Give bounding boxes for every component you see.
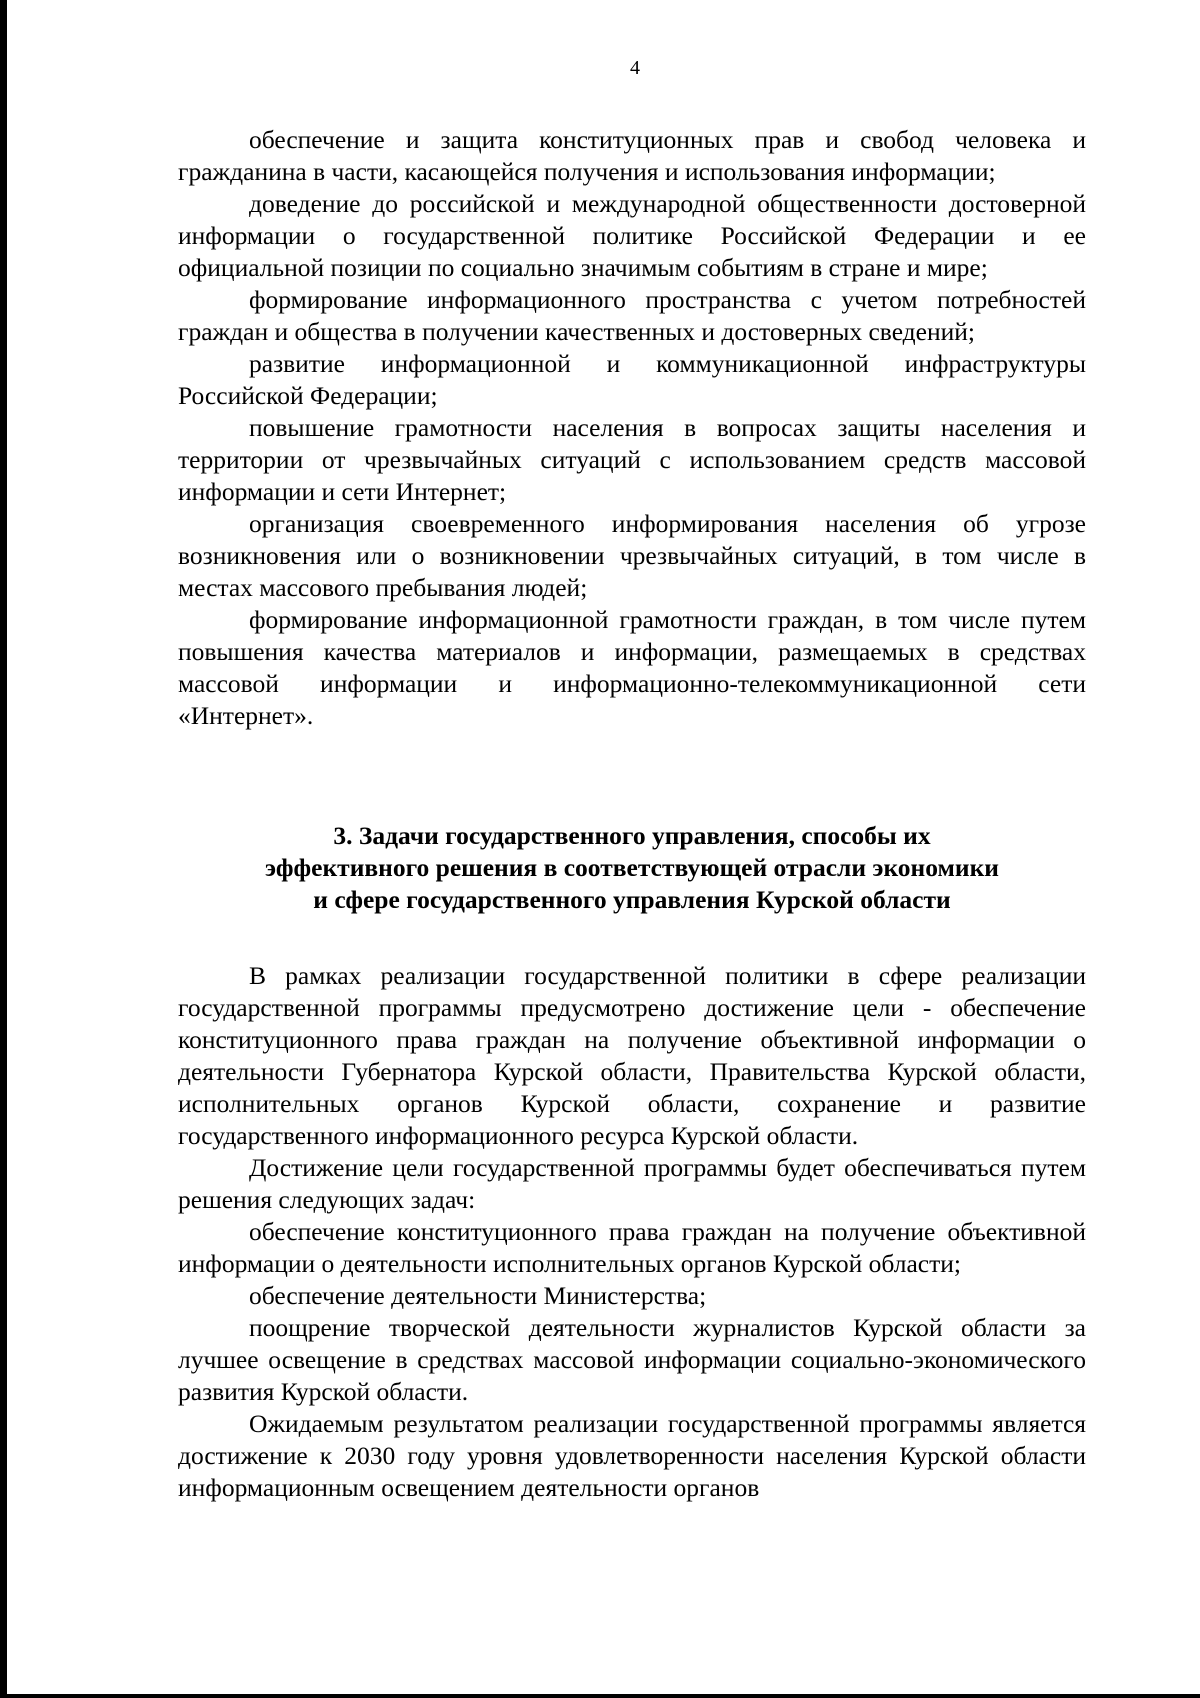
section-heading-line: 3. Задачи государственного управления, способы их — [333, 821, 931, 850]
paragraph: доведение до российской и международной общественности достоверной информации о государственной политике Российской Федерации и ее официальной позиции по социально значимым событиям в стране и мире; — [178, 189, 1086, 282]
section-heading — [178, 820, 1086, 916]
paragraph: формирование информационного пространства с учетом потребностей граждан и общества в получении качественных и достоверных сведений; — [178, 285, 1086, 346]
paragraph: развитие информационной и коммуникационной инфраструктуры Российской Федерации; — [178, 349, 1086, 410]
paragraph: организация своевременного информирования населения об угрозе возникновения или о возникновении чрезвычайных ситуаций, в том числе в местах массового пребывания людей; — [178, 509, 1086, 602]
paragraph: поощрение творческой деятельности журналистов Курской области за лучшее освещение в средствах массовой информации социально-экономического развития Курской области. — [178, 1313, 1086, 1406]
scan-border-bottom — [0, 1694, 1200, 1698]
paragraph: повышение грамотности населения в вопросах защиты населения и территории от чрезвычайных ситуаций с использованием средств массовой информации и сети Интернет; — [178, 413, 1086, 506]
section-heading-line: эффективного решения в соответствующей отрасли экономики — [265, 853, 999, 882]
document-body — [178, 124, 1086, 1504]
paragraph: В рамках реализации государственной политики в сфере реализации государственной программы предусмотрено достижение цели - обеспечение конституционного права граждан на получение объективной информации о деятельности Губернатора Курской области, Правительства Курской области, исполнительных органов Курской области, сохранение и развитие государственного информационного ресурса Курской области. — [178, 961, 1086, 1150]
paragraph: обеспечение и защита конституционных прав и свобод человека и гражданина в части, касающейся получения и использования информации; — [178, 125, 1086, 186]
paragraph: обеспечение деятельности Министерства; — [249, 1281, 707, 1310]
paragraph: Достижение цели государственной программы будет обеспечиваться путем решения следующих задач: — [178, 1153, 1086, 1214]
page-number: 4 — [630, 57, 640, 79]
scan-border-left — [0, 0, 7, 1698]
paragraph: формирование информационной грамотности граждан, в том числе путем повышения качества материалов и информации, размещаемых в средствах массовой информации и информационно-телекоммуникационной сети «Интернет». — [178, 605, 1086, 730]
paragraph: Ожидаемым результатом реализации государственной программы является достижение к 2030 году уровня удовлетворенности населения Курской области информационным освещением деятельности органов — [178, 1409, 1086, 1502]
section-heading-line: и сфере государственного управления Курской области — [313, 885, 951, 914]
paragraph: обеспечение конституционного права граждан на получение объективной информации о деятельности исполнительных органов Курской области; — [178, 1217, 1086, 1278]
